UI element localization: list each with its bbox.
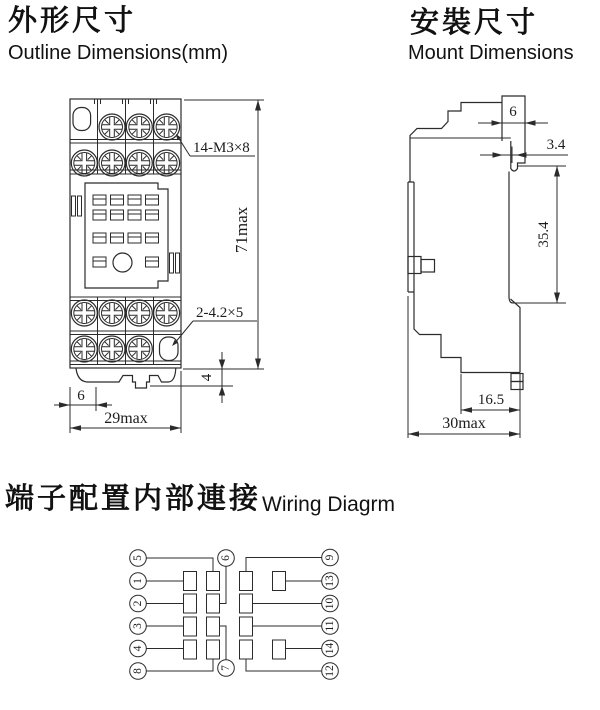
dim-label-35-4: 35.4 <box>536 221 552 248</box>
wiring-contacts <box>184 572 286 660</box>
screw-terminal <box>154 114 180 140</box>
dim-label-16-5: 16.5 <box>477 392 505 408</box>
dim-label-3-4: 3.4 <box>546 137 566 153</box>
dim-label-4: 4 <box>199 373 215 382</box>
terminal-number: 2 <box>132 600 144 607</box>
terminal-number: 13 <box>324 575 336 587</box>
dim-rail-span <box>512 166 566 303</box>
screw-terminal <box>126 336 152 362</box>
terminal-number: 8 <box>132 668 144 674</box>
screw-terminal <box>99 150 125 176</box>
front-socket-face <box>72 183 180 288</box>
wiring-diagram-drawing <box>115 540 355 690</box>
wiring-section-title: 端子配置内部連接 <box>5 483 262 515</box>
terminal-number: 12 <box>324 665 336 677</box>
screw-terminal <box>99 114 125 140</box>
callout-label-screws: 14-M3×8 <box>193 140 250 156</box>
screw-terminal <box>71 150 97 176</box>
terminal-number: 4 <box>132 645 144 652</box>
callout-mount-slot <box>172 305 257 346</box>
wiring-wires <box>146 558 321 672</box>
center-hole <box>113 253 132 272</box>
callout-screws <box>176 134 255 156</box>
dim-hook-depth <box>480 137 568 163</box>
screw-terminal <box>99 300 125 326</box>
terminal-number: 1 <box>132 578 144 584</box>
screw-terminal <box>71 300 97 326</box>
side-view-drawing <box>395 85 590 450</box>
terminal-number: 11 <box>324 620 336 632</box>
callout-label-mount-slot: 2-4.2×5 <box>196 305 244 321</box>
screw-terminal <box>126 300 152 326</box>
terminal-number: 9 <box>324 554 336 561</box>
screw-terminal <box>154 150 180 176</box>
mount-section-title: 安裝尺寸 <box>410 7 539 39</box>
screw-terminal <box>126 114 152 140</box>
dim-lead-spacing <box>54 387 112 411</box>
terminal-number: 6 <box>220 555 232 561</box>
dim-label-tab-6: 6 <box>509 104 517 120</box>
dim-overall-width <box>70 371 181 433</box>
terminal-number: 14 <box>324 642 336 655</box>
terminal-number: 7 <box>220 665 232 671</box>
terminal-number: 5 <box>132 555 144 561</box>
dim-overall-depth <box>408 296 520 438</box>
screw-terminal <box>154 300 180 326</box>
mount-section-subtitle: Mount Dimensions <box>408 42 574 64</box>
front-view-drawing <box>40 85 280 450</box>
dim-foot-height <box>150 352 233 403</box>
wiring-terminals <box>130 549 339 679</box>
dim-label-29max: 29max <box>104 410 148 427</box>
screw-terminal <box>126 150 152 176</box>
terminal-number: 10 <box>324 597 336 610</box>
dim-label-30max: 30max <box>442 415 486 432</box>
dim-tab-width <box>478 104 548 126</box>
side-body-outline <box>408 96 525 390</box>
screw-terminal <box>99 336 125 362</box>
dim-label-71max: 71max <box>232 206 251 254</box>
outline-section-subtitle: Outline Dimensions(mm) <box>8 42 229 64</box>
terminal-number: 3 <box>132 623 144 629</box>
wiring-section-subtitle: Wiring Diagrm <box>262 493 396 516</box>
outline-section-title: 外形尺寸 <box>8 5 137 37</box>
dim-label-6: 6 <box>77 388 85 404</box>
screw-terminal <box>71 336 97 362</box>
